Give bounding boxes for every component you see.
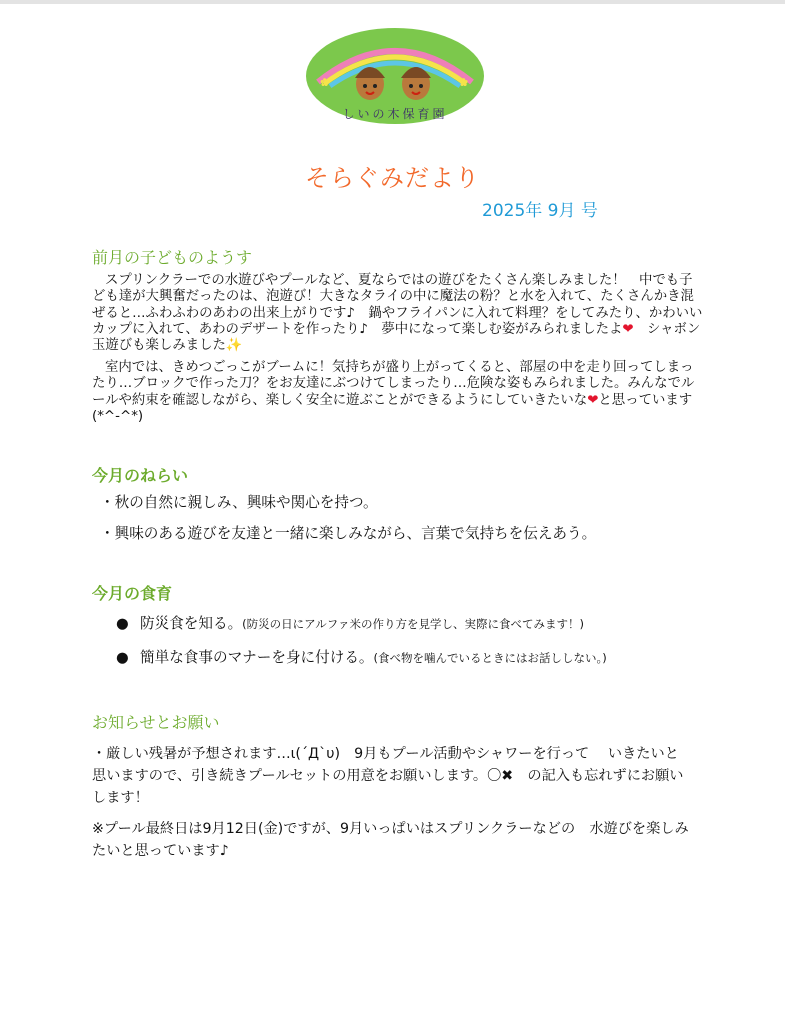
- food-item-1: ● 防災食を知る。(防災の日にアルファ米の作り方を見学し、実際に食べてみます！): [116, 615, 584, 632]
- bullet-icon: ●: [116, 649, 129, 666]
- notice-paragraph-1: ・厳しい残暑が予想されます…ι(´Д`υ) 9月もプール活動やシャワーを行って いきたいと思いますので、引き続きプールセットの用意をお願いします。〇✖ の記入も忘れずにお願いします！: [92, 746, 684, 806]
- sparkle-icon: ✨: [225, 338, 243, 354]
- section-heading-last-month: 前月の子どものようす: [92, 248, 253, 267]
- food-item-2: ● 簡単な食事のマナーを身に付ける。(食べ物を噛んでいるときにはお話ししない。): [116, 649, 607, 666]
- svg-text:✿: ✿: [459, 76, 469, 89]
- heart-icon: ❤: [622, 321, 634, 337]
- heart-icon: ❤: [587, 392, 599, 408]
- top-border: [0, 0, 785, 4]
- issue-date: 2025年 9月 号: [482, 201, 598, 221]
- section-heading-food: 今月の食育: [92, 584, 173, 603]
- bullet-icon: ●: [116, 615, 129, 632]
- aim-item-2: ・興味のある遊びを友達と一緒に楽しみながら、言葉で気持ちを伝えあう。: [100, 525, 597, 542]
- notice-paragraph-2: ※プール最終日は9月12日(金)ですが、9月いっぱいはスプリンクラーなどの 水遊びを楽しみたいと思っています♪: [92, 821, 689, 859]
- nursery-logo: [304, 26, 486, 126]
- svg-text:✿: ✿: [320, 76, 330, 89]
- section-heading-aims: 今月のねらい: [92, 466, 189, 485]
- aim-item-1: ・秋の自然に親しみ、興味や関心を持つ。: [100, 494, 378, 511]
- last-month-paragraph-1: スプリンクラーでの水遊びやプールなど、夏ならではの遊びをたくさん楽しみました！ 中でも子ども達が大興奮だったのは、泡遊び！大きなタライの中に魔法の粉？と水を入れて、たくさんかき混ぜると…ふわふわのあわの出来上がりです♪ 鍋やフライパンに入れて料理？をしてみたり、かわいいカップに入れて、あわのデザートを作ったり♪ 夢中になって楽しむ姿がみられましたよ❤ シャボン玉遊びも楽しみました✨: [92, 273, 703, 354]
- section-heading-notice: お知らせとお願い: [92, 713, 220, 732]
- newsletter-title: そらぐみだより: [305, 164, 480, 192]
- svg-text:しいの木保育園: しいの木保育園: [342, 107, 448, 121]
- last-month-paragraph-2: 室内では、きめつごっこがブームに！気持ちが盛り上がってくると、部屋の中を走り回ってしまったり…ブロックで作った刀？をお友達にぶつけてしまったり…危険な姿もみられました。みんなでルールや約束を確認しながら、楽しく安全に遊ぶことができるようにしていきたいな❤と思っています(*^-^*): [92, 360, 695, 424]
